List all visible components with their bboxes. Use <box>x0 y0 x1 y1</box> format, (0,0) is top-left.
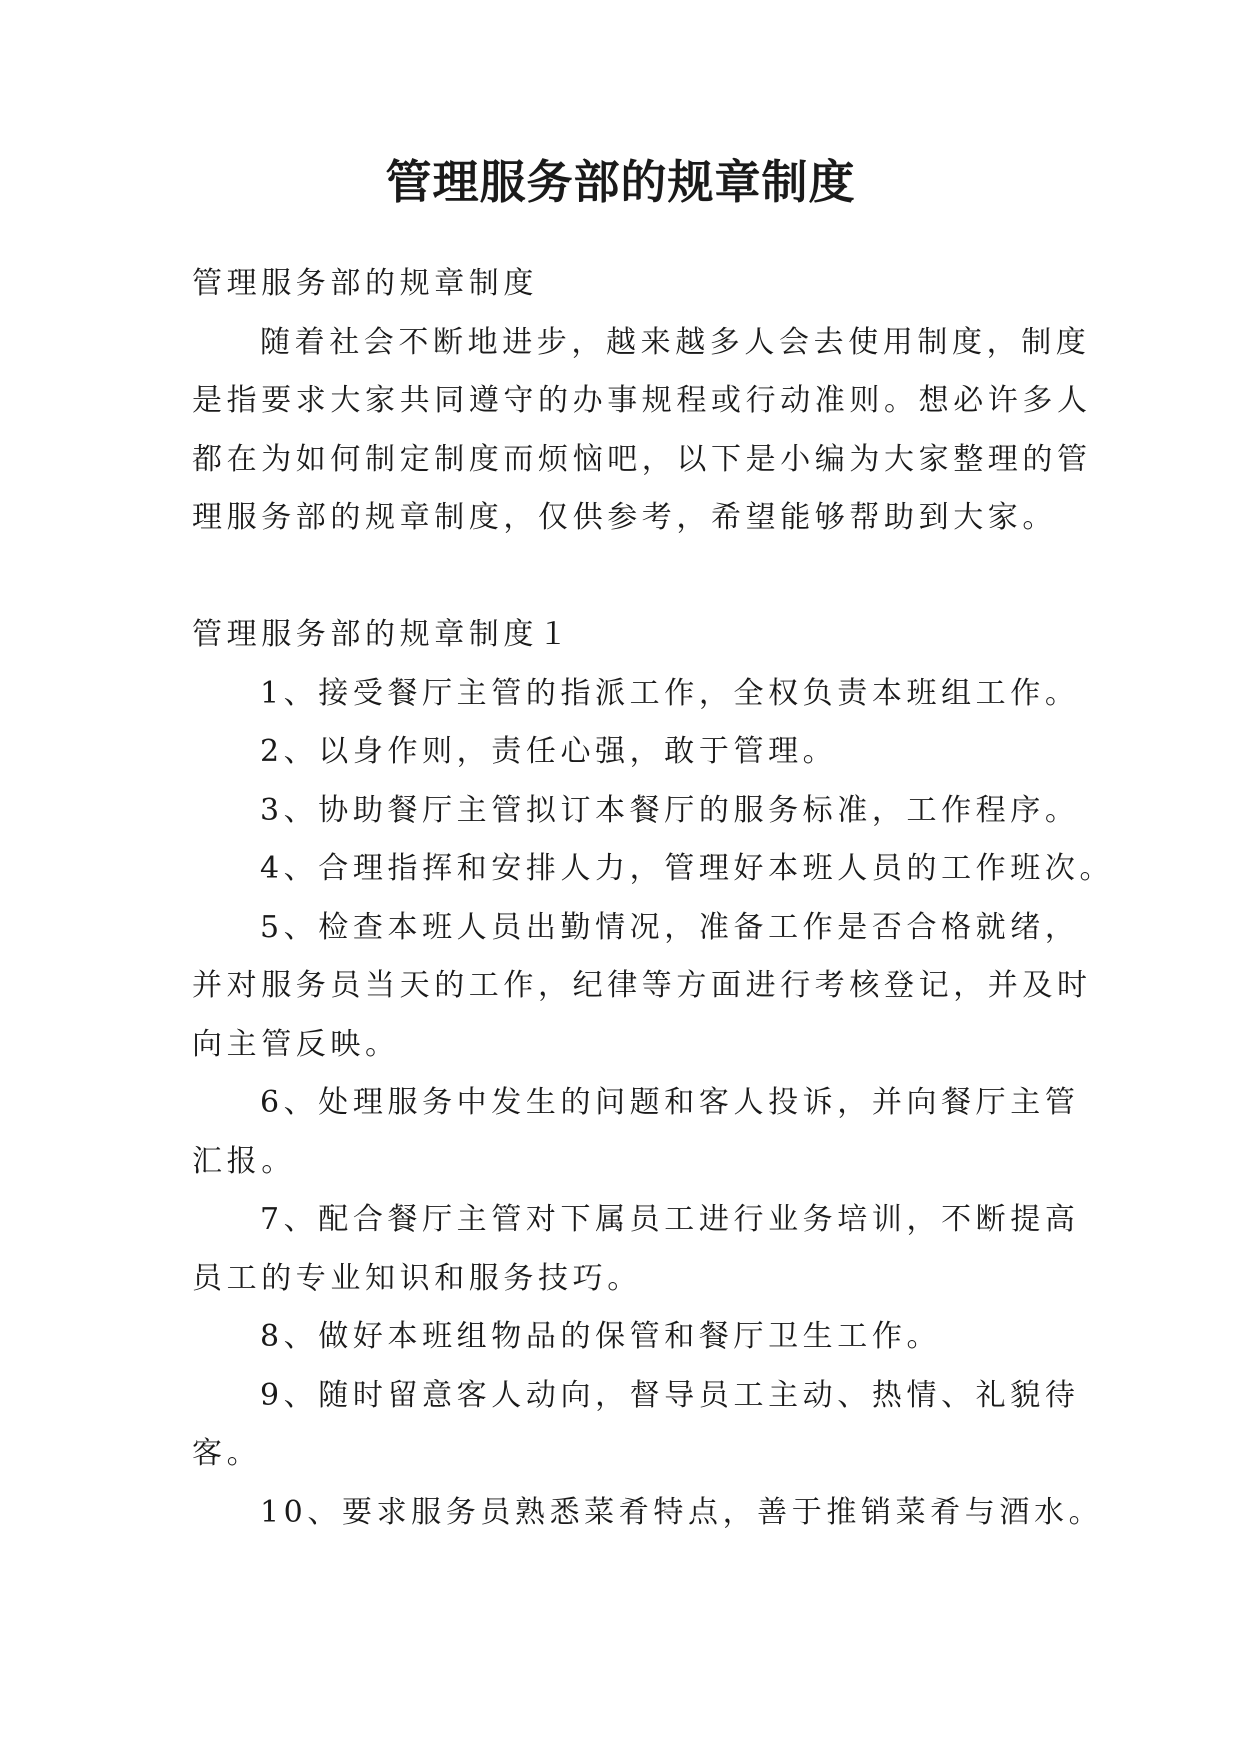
document-subtitle: 管理服务部的规章制度 <box>192 266 538 301</box>
page-title: 管理服务部的规章制度 <box>385 155 856 209</box>
document-body <box>192 255 1115 1542</box>
paragraph-gap <box>192 548 1058 607</box>
section-heading: 管理服务部的规章制度１ <box>192 617 573 652</box>
list-item: 3、协助餐厅主管拟订本餐厅的服务标准，工作程序。 <box>260 792 1080 828</box>
list-item-continuation: 客。 <box>192 1436 262 1471</box>
list-item: 7、配合餐厅主管对下属员工进行业务培训，不断提高 <box>260 1202 1080 1237</box>
intro-line: 理服务部的规章制度，仅供参考，希望能够帮助到大家。 <box>192 500 1057 535</box>
list-item: 2、以身作则，责任心强，敢于管理。 <box>260 734 838 769</box>
list-item: 6、处理服务中发生的问题和客人投诉，并向餐厅主管 <box>260 1085 1080 1120</box>
list-item-continuation: 向主管反映。 <box>192 1026 400 1062</box>
intro-line: 是指要求大家共同遵守的办事规程或行动准则。想必许多人 <box>192 383 1092 418</box>
list-item: 4、合理指挥和安排人力，管理好本班人员的工作班次。 <box>260 851 1115 886</box>
list-item-continuation: 汇报。 <box>192 1143 296 1179</box>
list-item: 9、随时留意客人动向，督导员工主动、热情、礼貌待 <box>260 1377 1080 1413</box>
list-item: 8、做好本班组物品的保管和餐厅卫生工作。 <box>260 1319 942 1354</box>
list-item: 1、接受餐厅主管的指派工作，全权负责本班组工作。 <box>260 675 1080 711</box>
list-item: 10、要求服务员熟悉菜肴特点，善于推销菜肴与酒水。 <box>260 1494 1104 1530</box>
list-item: 5、检查本班人员出勤情况，准备工作是否合格就绪， <box>260 909 1080 945</box>
list-item-continuation: 并对服务员当天的工作，纪律等方面进行考核登记，并及时 <box>192 968 1092 1003</box>
intro-line: 都在为如何制定制度而烦恼吧，以下是小编为大家整理的管 <box>192 441 1092 477</box>
list-item-continuation: 员工的专业知识和服务技巧。 <box>192 1260 642 1296</box>
intro-line: 随着社会不断地进步，越来越多人会去使用制度，制度 <box>260 324 1091 360</box>
